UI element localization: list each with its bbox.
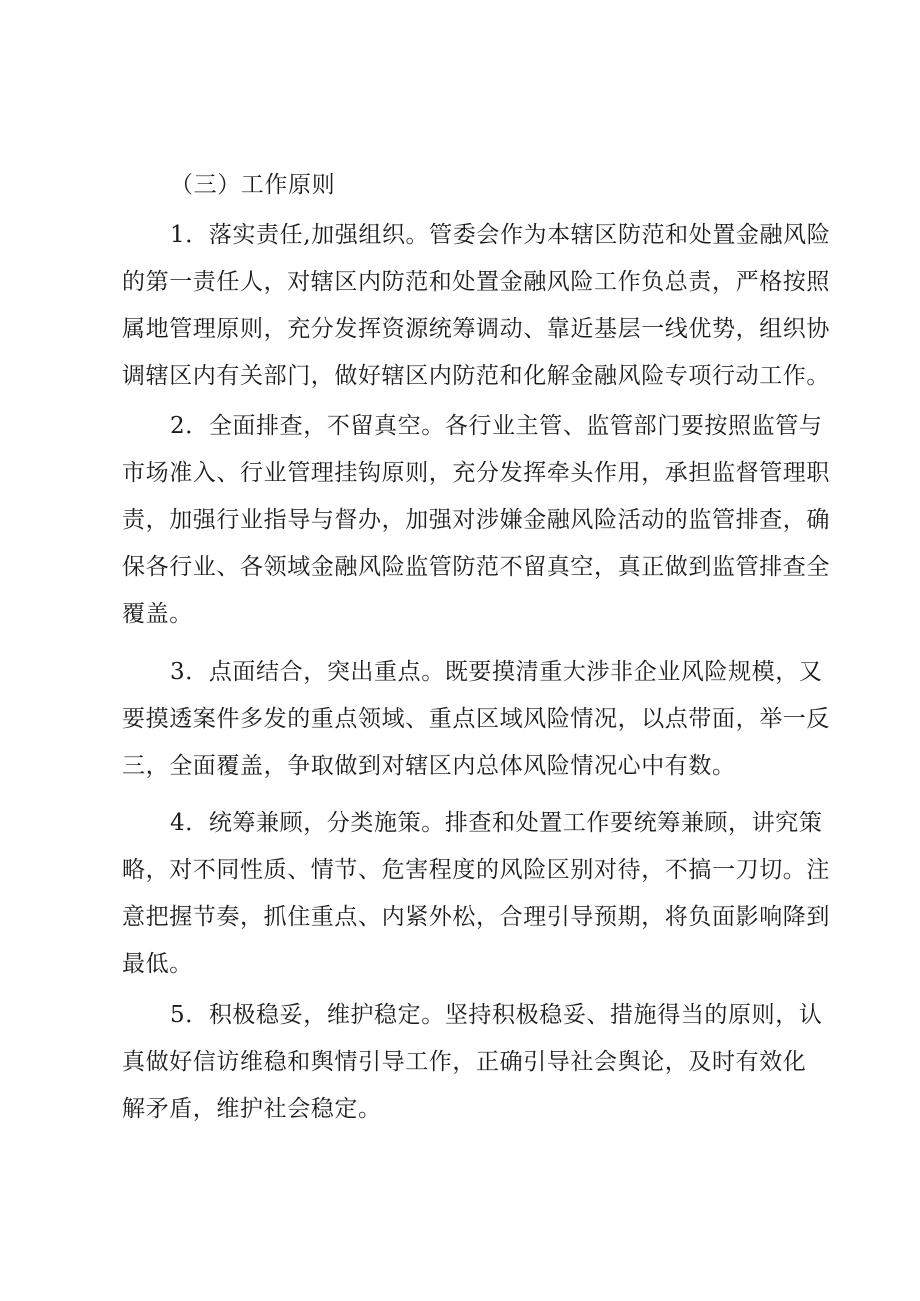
- paragraph-2-line-4: 保各行业、各领域金融风险监管防范不留真空，真正做到监管排查全: [122, 554, 830, 580]
- paragraph-4-line-2: 略，对不同性质、情节、危害程度的风险区别对待，不搞一刀切。注: [122, 857, 830, 883]
- paragraph-2-line-3: 责，加强行业指导与督办，加强对涉嫌金融风险活动的监管排查，确: [122, 507, 830, 533]
- paragraph-1-line-1: 1．落实责任,加强组织。管委会作为本辖区防范和处置金融风险: [170, 222, 831, 248]
- paragraph-1-line-4: 调辖区内有关部门，做好辖区内防范和化解金融风险专项行动工作。: [122, 363, 830, 389]
- paragraph-1-line-2: 的第一责任人，对辖区内防范和处置金融风险工作负总责，严格按照: [122, 269, 830, 295]
- paragraph-2-line-1: 2．全面排查，不留真空。各行业主管、监管部门要按照监管与: [170, 413, 823, 439]
- paragraph-3-line-3: 三，全面覆盖，争取做到对辖区内总体风险情况心中有数。: [122, 753, 736, 779]
- paragraph-5-line-3: 解矛盾，维护社会稳定。: [122, 1096, 382, 1122]
- paragraph-3-line-1: 3．点面结合，突出重点。既要摸清重大涉非企业风险规模，又: [170, 659, 823, 685]
- paragraph-2-line-5: 覆盖。: [122, 601, 193, 627]
- paragraph-5-line-2: 真做好信访维稳和舆情引导工作，正确引导社会舆论，及时有效化: [122, 1049, 807, 1075]
- paragraph-4-line-3: 意把握节奏，抓住重点、内紧外松，合理引导预期，将负面影响降到: [122, 904, 830, 930]
- section-heading: （三）工作原则: [170, 172, 336, 198]
- paragraph-1-line-3: 属地管理原则，充分发挥资源统筹调动、靠近基层一线优势，组织协: [122, 316, 830, 342]
- paragraph-4-line-4: 最低。: [122, 951, 193, 977]
- paragraph-3-line-2: 要摸透案件多发的重点领域、重点区域风险情况，以点带面，举一反: [122, 706, 830, 732]
- paragraph-2-line-2: 市场准入、行业管理挂钩原则，充分发挥牵头作用，承担监督管理职: [122, 460, 830, 486]
- paragraph-5-line-1: 5．积极稳妥，维护稳定。坚持积极稳妥、措施得当的原则，认: [170, 1002, 823, 1028]
- paragraph-4-line-1: 4．统筹兼顾，分类施策。排查和处置工作要统筹兼顾，讲究策: [170, 810, 823, 836]
